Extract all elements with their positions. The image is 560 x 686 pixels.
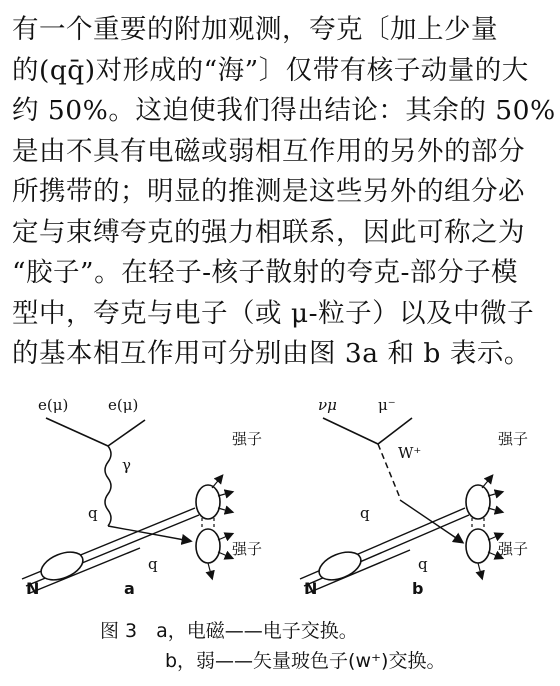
paragraph-line: 是由不具有电磁或弱相互作用的另外的部分 — [12, 135, 525, 167]
hadron-label-top: 强子 — [498, 430, 529, 448]
quark-label-bottom: q — [418, 555, 428, 573]
paragraph-line: 有一个重要的附加观测，夸克〔加上少量 — [12, 14, 498, 45]
outgoing-lepton-line — [108, 420, 145, 446]
hadron-label-bottom: 强子 — [232, 540, 263, 558]
hadron-arrow — [482, 476, 492, 488]
body-paragraph — [12, 10, 556, 375]
paragraph-line: “胶子”。在轻子-核子散射的夸克-部分子模 — [12, 257, 519, 288]
outgoing-muon-label: μ⁻ — [378, 396, 396, 414]
quark-label-top: q — [88, 504, 98, 522]
w-boson-propagator — [378, 444, 400, 498]
hadron-blob-top — [466, 485, 490, 519]
paragraph-line: 的基本相互作用可分别由图 3a 和 b 表示。 — [12, 338, 531, 369]
hadron-arrow — [218, 508, 232, 512]
struck-quark-line — [400, 500, 462, 542]
hadron-arrow — [488, 492, 502, 496]
incoming-lepton-label: e(μ) — [38, 396, 69, 414]
diagram-a — [22, 396, 262, 596]
incoming-neutrino-line — [323, 418, 378, 444]
photon-propagator — [105, 446, 111, 526]
quark-label-bottom: q — [148, 555, 158, 573]
hadron-blob-bottom — [466, 529, 490, 563]
paragraph-line: 约 50%。这迫使我们得出结论：其余的 50% — [12, 95, 556, 126]
hadron-arrow — [218, 492, 232, 496]
hadron-arrow — [478, 563, 482, 578]
feynman-diagrams — [0, 396, 560, 596]
hadron-label-top: 强子 — [232, 430, 263, 448]
diagram-b — [300, 396, 528, 596]
nucleon-label: N — [26, 579, 40, 596]
diagram-b-label: b — [412, 579, 424, 596]
caption-line-a: 图 3 a，电磁——电子交换。 — [100, 620, 358, 642]
quark-label-top: q — [360, 504, 370, 522]
hadron-blob-top — [196, 485, 220, 519]
hadron-arrow — [208, 563, 212, 578]
hadron-arrow — [488, 508, 502, 512]
hadron-arrow — [218, 552, 232, 558]
photon-label: γ — [122, 456, 131, 474]
paragraph-line: 定与束缚夸克的强力相联系，因此可称之为 — [12, 216, 525, 248]
outgoing-muon-line — [378, 418, 412, 444]
diagram-a-label: a — [124, 579, 135, 596]
incoming-neutrino-label: νμ — [318, 396, 337, 414]
caption-line-b: b，弱——矢量玻色子(w⁺)交换。 — [165, 650, 446, 672]
hadron-arrow — [212, 476, 222, 488]
figure-caption — [100, 616, 540, 676]
incoming-lepton-line — [46, 418, 108, 446]
figure-3 — [0, 396, 560, 596]
w-boson-label: W⁺ — [398, 444, 422, 462]
paragraph-line: 所携带的；明显的推测是这些另外的组分必 — [12, 176, 525, 207]
hadron-blob-bottom — [196, 529, 220, 563]
paragraph-line: 型中，夸克与电子（或 μ-粒子）以及中微子 — [12, 297, 535, 329]
outgoing-lepton-label: e(μ) — [108, 396, 139, 414]
hadron-arrow — [218, 534, 232, 540]
hadron-label-bottom: 强子 — [498, 540, 529, 558]
nucleon-label: N — [304, 579, 318, 596]
paragraph-line: 的(qq̄)对形成的“海”〕仅带有核子动量的大 — [12, 54, 529, 86]
